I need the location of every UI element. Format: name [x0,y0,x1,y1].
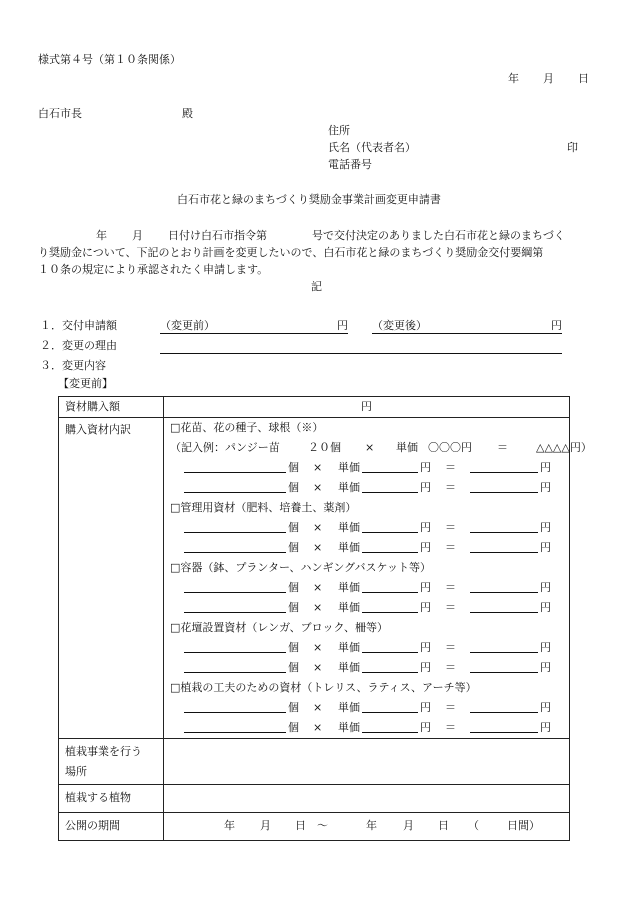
form-number: 様式第４号（第１０条関係） [38,53,181,66]
section-before-label: 【変更前】 [58,377,113,390]
times-sign: × [313,641,323,654]
material-amount-label: 資材購入額 [59,397,164,418]
total-yen-text: 円 [540,701,551,714]
total-blank[interactable] [470,518,538,538]
planting-place-label-line2: 場所 [65,765,87,778]
material-detail-label: 購入資材内訳 [59,418,164,739]
category-management[interactable]: □管理用資材（肥料、培養土、薬剤） [170,501,357,514]
unit-price-label: 単価 [338,581,360,594]
intro-year: 年 [96,229,107,242]
address-label: 住所 [328,124,350,137]
unit-yen-text: 円 [420,581,431,594]
unit-yen-text: 円 [420,521,431,534]
category-flowerbed[interactable]: □花壇設置資材（レンガ、ブロック、柵等） [170,621,389,634]
equals-sign: ＝ [445,541,456,554]
times-sign: × [313,601,323,614]
document-title: 白石市花と緑のまちづくり奨励金事業計画変更申請書 [177,193,441,206]
total-blank[interactable] [470,598,538,618]
unit-count-text: 個 [288,661,299,674]
unit-yen-text: 円 [420,641,431,654]
example-count: ２０個 [308,441,341,454]
unit-count-text: 個 [288,581,299,594]
unit-price-blank[interactable] [362,538,418,558]
unit-count-text: 個 [288,641,299,654]
change-content-table [58,396,592,841]
seal-mark: 印 [567,141,578,154]
calc-row [164,458,569,478]
unit-price-blank[interactable] [362,578,418,598]
material-amount-unit: 円 [361,400,372,413]
quantity-blank[interactable] [184,478,286,498]
amount-after-field[interactable] [372,319,562,334]
period-end-day: 日 [438,819,449,832]
intro-line1-rest: 号で交付決定のありました白石市花と緑のまちづく [312,229,565,242]
unit-price-blank[interactable] [362,718,418,738]
example-prefix: （記入例：パンジー苗 [170,441,280,454]
total-yen-text: 円 [540,641,551,654]
example-equals: ＝ [497,441,508,454]
category-containers[interactable]: □容器（鉢、プランター、ハンギングバスケット等） [170,561,431,574]
calc-row [164,478,569,498]
period-label: 公開の期間 [59,813,164,841]
plants-label: 植栽する植物 [59,785,164,813]
unit-count-text: 個 [288,541,299,554]
name-label: 氏名（代表者名） [328,141,416,154]
addressee-honorific: 殿 [182,107,193,120]
period-open-paren: （ [468,819,479,832]
category-seedlings[interactable]: □花苗、花の種子、球根（※） [170,421,324,434]
planting-place-label-line1: 植栽事業を行う [65,745,142,758]
times-sign: × [313,541,323,554]
addressee-name: 白石市長 [38,107,82,120]
quantity-blank[interactable] [184,658,286,678]
total-blank[interactable] [470,658,538,678]
unit-price-blank[interactable] [362,458,418,478]
equals-sign: ＝ [445,601,456,614]
quantity-blank[interactable] [184,598,286,618]
item-reason-label: ２．変更の理由 [40,339,117,352]
date-day: 日 [578,72,589,85]
unit-price-label: 単価 [338,541,360,554]
period-start-year: 年 [224,819,235,832]
quantity-blank[interactable] [184,718,286,738]
unit-price-blank[interactable] [362,658,418,678]
unit-price-blank[interactable] [362,478,418,498]
amount-before-unit: 円 [337,319,348,332]
unit-count-text: 個 [288,701,299,714]
ki-mark: 記 [311,280,322,293]
planting-place-field[interactable] [164,739,570,785]
equals-sign: ＝ [445,701,456,714]
unit-count-text: 個 [288,481,299,494]
equals-sign: ＝ [445,581,456,594]
unit-yen-text: 円 [420,541,431,554]
times-sign: × [313,701,323,714]
reason-field[interactable] [160,339,562,354]
unit-price-label: 単価 [338,601,360,614]
example-row [164,438,592,458]
unit-yen-text: 円 [420,461,431,474]
times-sign: × [313,581,323,594]
unit-price-blank[interactable] [362,638,418,658]
period-days: 日間） [507,819,540,832]
quantity-blank[interactable] [184,538,286,558]
period-tilde: ～ [317,819,328,832]
calc-row [164,598,569,618]
unit-yen-text: 円 [420,661,431,674]
total-yen-text: 円 [540,601,551,614]
unit-price-blank[interactable] [362,518,418,538]
total-blank[interactable] [470,698,538,718]
intro-line2: り奨励金について、下記のとおり計画を変更したいので、白石市花と緑のまちづくり奨励金交付要綱第 [38,246,544,259]
period-field[interactable] [164,813,570,841]
calc-row [164,638,569,658]
unit-price-label: 単価 [338,521,360,534]
unit-price-label: 単価 [338,701,360,714]
equals-sign: ＝ [445,641,456,654]
calc-row [164,518,569,538]
times-sign: × [313,521,323,534]
unit-price-label: 単価 [338,641,360,654]
unit-yen-text: 円 [420,481,431,494]
period-end-year: 年 [366,819,377,832]
quantity-blank[interactable] [184,638,286,658]
total-yen-text: 円 [540,721,551,734]
times-sign: × [313,461,323,474]
total-blank[interactable] [470,718,538,738]
unit-count-text: 個 [288,721,299,734]
times-sign: × [313,661,323,674]
total-blank[interactable] [470,458,538,478]
unit-price-label: 単価 [338,661,360,674]
quantity-blank[interactable] [184,458,286,478]
amount-before-field[interactable] [160,319,348,334]
item-amount-label: １．交付申請額 [40,319,117,332]
equals-sign: ＝ [445,661,456,674]
period-end-month: 月 [403,819,414,832]
total-yen-text: 円 [540,541,551,554]
example-price-label: 単価 [396,441,418,454]
total-yen-text: 円 [540,581,551,594]
unit-price-blank[interactable] [362,698,418,718]
unit-price-blank[interactable] [362,598,418,618]
calc-row [164,698,569,718]
total-blank[interactable] [470,638,538,658]
calc-row [164,718,569,738]
total-blank[interactable] [470,478,538,498]
intro-month: 月 [132,229,143,242]
unit-count-text: 個 [288,601,299,614]
total-yen-text: 円 [540,481,551,494]
amount-after-label: （変更後） [372,319,427,332]
plants-field[interactable] [164,785,570,813]
intro-line3: １０条の規定により承認されたく申請します。 [38,263,269,276]
unit-count-text: 個 [288,461,299,474]
item-content-label: ３．変更内容 [40,359,106,372]
period-start-day: 日 [295,819,306,832]
unit-price-label: 単価 [338,461,360,474]
quantity-blank[interactable] [184,578,286,598]
amount-after-unit: 円 [551,319,562,332]
intro-order-text: 日付け白石市指令第 [168,229,267,242]
unit-yen-text: 円 [420,721,431,734]
times-sign: × [313,481,323,494]
unit-price-label: 単価 [338,721,360,734]
calc-row [164,658,569,678]
unit-price-label: 単価 [338,481,360,494]
example-price: 〇〇〇円 [428,441,472,454]
equals-sign: ＝ [445,461,456,474]
total-yen-text: 円 [540,461,551,474]
unit-yen-text: 円 [420,601,431,614]
example-total: △△△△円） [536,441,592,454]
quantity-blank[interactable] [184,518,286,538]
calc-row [164,538,569,558]
amount-before-label: （変更前） [160,319,215,332]
planting-place-label [59,739,164,785]
example-times: × [365,441,375,454]
unit-count-text: 個 [288,521,299,534]
equals-sign: ＝ [445,481,456,494]
total-yen-text: 円 [540,521,551,534]
period-start-month: 月 [260,819,271,832]
unit-yen-text: 円 [420,701,431,714]
times-sign: × [313,721,323,734]
date-month: 月 [543,72,554,85]
material-amount-field[interactable] [164,397,570,418]
total-yen-text: 円 [540,661,551,674]
phone-label: 電話番号 [328,158,372,171]
date-year: 年 [508,72,519,85]
equals-sign: ＝ [445,721,456,734]
equals-sign: ＝ [445,521,456,534]
quantity-blank[interactable] [184,698,286,718]
total-blank[interactable] [470,538,538,558]
material-detail-cell [164,418,592,739]
category-planting[interactable]: □植栽の工夫のための資材（トレリス、ラティス、アーチ等） [170,681,477,694]
calc-row [164,578,569,598]
total-blank[interactable] [470,578,538,598]
